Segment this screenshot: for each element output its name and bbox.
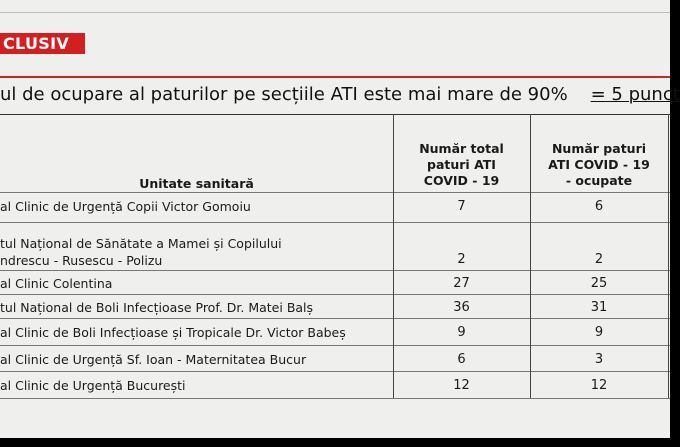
headline-score: = 5 punct: [590, 84, 680, 105]
table-top-border: [0, 114, 670, 115]
table-row-unit-cont: ndrescu - Rusescu - Polizu: [0, 253, 163, 268]
header-unit: Unitate sanitară: [139, 176, 254, 191]
table-row-occupied: 25: [590, 276, 608, 291]
table-row-unit: tul Național de Sănătate a Mamei și Copilului: [0, 236, 282, 251]
header-total-beds: Număr total paturi ATI COVID - 19: [419, 141, 504, 188]
table-row-unit: al Clinic de Boli Infecțioase și Tropicale Dr. Victor Babeș: [0, 325, 346, 340]
row-divider: [0, 294, 670, 295]
row-divider: [0, 270, 670, 271]
table-row-unit: al Clinic de Urgență Sf. Ioan - Maternitatea Bucur: [0, 352, 307, 367]
table-row-occupied: 12: [590, 378, 608, 393]
header-occupied-beds: Număr paturi ATI COVID - 19 - ocupate: [548, 141, 650, 188]
table-header-border: [0, 192, 670, 193]
table-row-total: 12: [453, 378, 470, 393]
table-row-total: 2: [457, 252, 466, 267]
table-row-unit: al Clinic Colentina: [0, 276, 113, 291]
table-row-occupied: 6: [594, 199, 604, 214]
table-row-total: 7: [457, 199, 466, 214]
table-row-unit: al Clinic de Urgență Copii Victor Gomoiu: [0, 199, 251, 214]
headline: [0, 83, 680, 107]
column-divider: [668, 114, 669, 398]
table-row-unit: tul Național de Boli Infecțioase Prof. Dr. Matei Balș: [0, 300, 314, 315]
row-divider: [0, 398, 670, 399]
row-divider: [0, 222, 670, 223]
headline-text: ul de ocupare al paturilor pe secțiile ATI este mai mare de 90%: [0, 84, 568, 105]
table-row-occupied: 3: [594, 352, 604, 367]
headline-divider: [0, 76, 670, 78]
table-row-total: 6: [457, 352, 466, 367]
table-row-total: 27: [453, 276, 470, 291]
table-row-occupied: 9: [594, 325, 604, 340]
table-row-total: 9: [457, 325, 466, 340]
row-divider: [0, 371, 670, 372]
table-row-occupied: 31: [590, 300, 608, 315]
table-row-total: 36: [453, 300, 470, 315]
top-divider: [0, 12, 670, 13]
row-divider: [0, 318, 670, 319]
row-divider: [0, 345, 670, 346]
table-row-unit: al Clinic de Urgență București: [0, 378, 186, 393]
exclusive-badge: CLUSIV: [0, 33, 85, 54]
table-row-occupied: 2: [594, 252, 604, 267]
